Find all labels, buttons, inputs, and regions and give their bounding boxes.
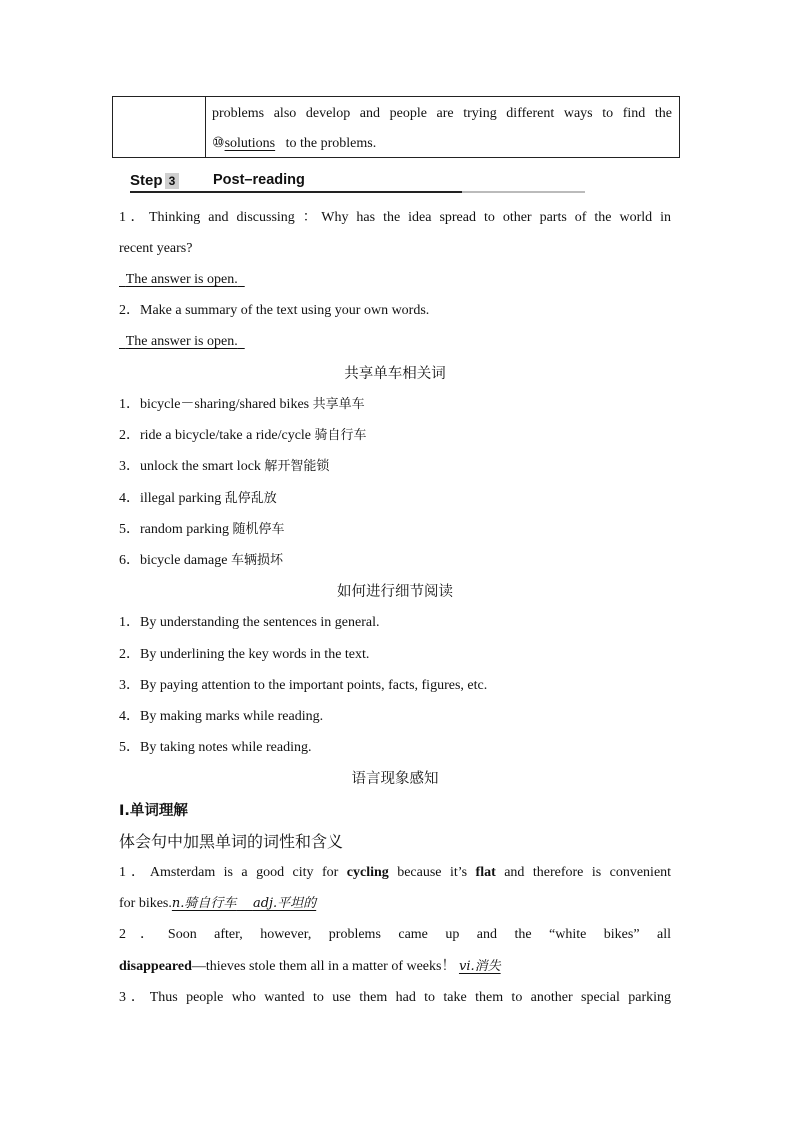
bold-word: flat <box>475 865 496 880</box>
question-text: Make a summary of the text using your own words. <box>140 303 430 318</box>
table-cell-line-1: problems also develop and people are trying different ways to find the <box>212 106 672 121</box>
list-item: 4．By making marks while reading. <box>119 709 324 724</box>
list-item: 1．bicycle－sharing/shared bikes 共享单车 <box>119 397 365 412</box>
list-item: 3．By paying attention to the important points, facts, figures, etc. <box>119 678 488 693</box>
blank-number: ⑩ <box>212 136 225 151</box>
question-1-answer <box>119 270 671 290</box>
step-number-badge: 3 <box>165 173 179 189</box>
blank-answer: solutions <box>224 136 276 151</box>
step-underline <box>130 191 585 193</box>
question-number: 1． <box>119 210 149 225</box>
question-text: Thinking and discussing ：Why has the idea spread to other parts of the world in <box>148 210 671 225</box>
list-item: 5．random parking 随机停车 <box>119 522 285 537</box>
step-title: Post–reading <box>213 172 305 188</box>
list-item: 2．By underlining the key words in the text. <box>119 647 370 662</box>
list-item: 3．unlock the smart lock 解开智能锁 <box>119 459 330 474</box>
vocab-section-title: 共享单车相关词 <box>344 366 446 382</box>
question-2-answer <box>119 332 671 352</box>
answer-text: vi.消失 <box>458 959 501 974</box>
sentence-1-line-2: for bikes.n.骑自行车 adj.平坦的 <box>119 896 317 911</box>
language-section-title: 语言现象感知 <box>351 771 439 787</box>
answer-text: n.骑自行车 adj.平坦的 <box>171 896 317 911</box>
sentence-1-line-1: 1．Amsterdam is a good city for cycling because it’s flat and therefore is convenient <box>119 865 672 880</box>
list-item: 2．ride a bicycle/take a ride/cycle 骑自行车 <box>119 428 367 443</box>
question-1-line-2: recent years? <box>119 241 193 256</box>
reading-section-title: 如何进行细节阅读 <box>337 584 453 600</box>
bold-word: disappeared <box>119 959 192 974</box>
question-2 <box>119 301 671 321</box>
list-item: 4．illegal parking 乱停乱放 <box>119 491 277 506</box>
question-number: 2． <box>119 303 140 318</box>
answer-text: The answer is open. <box>125 272 238 287</box>
bold-word: cycling <box>346 865 389 880</box>
continuation-table <box>112 96 680 158</box>
sentence-3-line-1: 3．Thus people who wanted to use them had to take them to another special parking <box>119 990 671 1005</box>
list-item: 6．bicycle damage 车辆损坏 <box>119 553 283 568</box>
list-item: 1．By understanding the sentences in general. <box>119 615 380 630</box>
step-label: Step <box>130 172 163 189</box>
sub-heading: Ⅰ.单词理解 <box>119 803 188 819</box>
instruction: 体会句中加黑单词的词性和含义 <box>119 832 344 851</box>
question-1-line-1 <box>119 208 671 228</box>
sentence-2-line-2: disappeared—thieves stole them all in a matter of weeks！ vi.消失 <box>119 959 501 974</box>
blank-answer-gap <box>275 136 282 151</box>
table-cell-tail: to the problems. <box>285 136 377 151</box>
list-item: 5．By taking notes while reading. <box>119 740 312 755</box>
table-column-divider <box>205 97 206 157</box>
step-heading <box>130 170 585 194</box>
sentence-2-line-1: 2．Soon after, however, problems came up and the “white bikes” all <box>119 927 672 942</box>
table-cell-line-2 <box>212 134 672 154</box>
answer-text: The answer is open. <box>125 334 238 349</box>
